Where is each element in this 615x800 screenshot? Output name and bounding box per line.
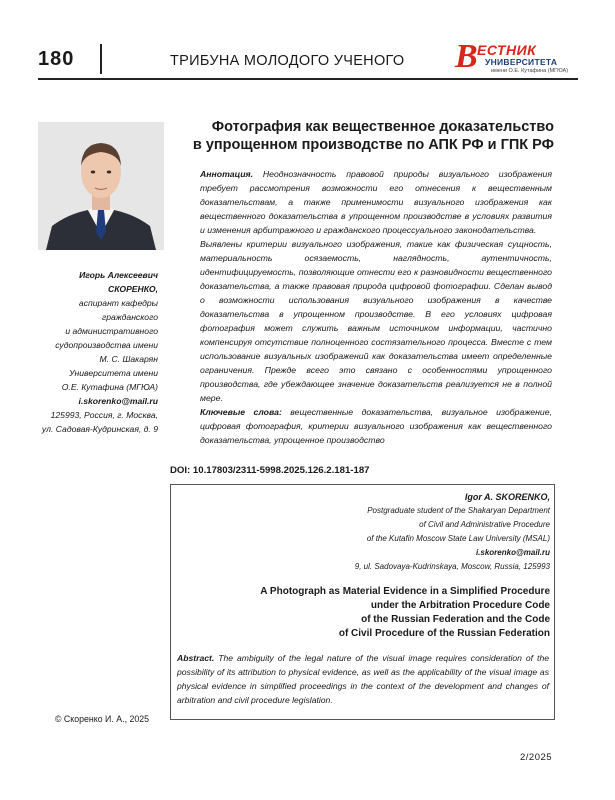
logo-line2: УНИВЕРСИТЕТА: [485, 57, 558, 67]
author-address-line2: ул. Садовая-Кудринская, д. 9: [41, 424, 158, 434]
author-affiliation-line: судопроизводства имени: [55, 340, 158, 350]
abstract-label: Аннотация.: [200, 169, 254, 179]
article-title: [170, 118, 554, 154]
abstract-ru: [200, 167, 552, 447]
author-info-ru: [38, 268, 158, 436]
author-affiliation-line: Университета имени: [69, 368, 158, 378]
keywords: [200, 405, 552, 447]
journal-logo: [455, 40, 595, 78]
abstract-en-label: Abstract.: [177, 653, 215, 663]
abstract-en: [177, 651, 549, 707]
abstract-paragraph-2: Выявлены критерии визуального изображения, такие как физическая сущность, материальность осязаемость, наглядность, аутентичность, идентифицируемость, позволяющие отнести его к разновидности вещественного доказательства, а также правовая природа цифровой фотографии. Сделан вывод о возможности использования визуального изображения в качестве доказательства в упрощенном производстве. В его условиях цифровая фотография может служить важным источником информации, частично компенсируя отсутствие полноценного состязательного процесса. Вместе с тем использование визуальных изображений как доказательства имеет определенные ограничения. Прежде всего это связано с особенностями упрощенного производства, где убеждающее значение доказательств реализуется не в полной мере.: [200, 239, 552, 403]
author-affiliation-line: и административного: [65, 326, 158, 336]
abstract-paragraph-1: [200, 167, 552, 237]
english-title-line2: under the Arbitration Procedure Code: [370, 600, 550, 611]
keywords-text: вещественные доказательства, визуальное изображение, цифровая фотография, критерии визуального изображения как вещественного доказательства, упрощенное производство: [200, 407, 552, 445]
abstract-text-1: Неоднозначность правовой природы визуального изображения требует рассмотрения возможности его отнесения к вещественным доказательствам, а также применимости визуального изображения как вещественного доказательства в упрощенном производстве в условиях развития и изменения арбитражного и гражданского процессуального законодательства.: [200, 169, 552, 235]
author-photo: [38, 122, 164, 250]
author-name-line1: Игорь Алексеевич: [79, 270, 158, 280]
author-affiliation-line: гражданского: [101, 312, 158, 322]
author-email[interactable]: i.skorenko@mail.ru: [78, 396, 158, 406]
abstract-en-text: The ambiguity of the legal nature of the visual image requires consideration of the possibility of its attribution to physical evidence, as well as the applicability of the visual image as physical evidence in simplified proceedings in the context of the development and changes of arbitration and civil procedure legislation.: [177, 653, 549, 705]
doi[interactable]: DOI: 10.17803/2311-5998.2025.126.2.181-187: [170, 465, 370, 476]
author-name-line2: СКОРЕНКО,: [108, 284, 158, 294]
author-affiliation-en-2: of Civil and Administrative Procedure: [419, 520, 550, 529]
logo-line3: имени О.Е. Кутафина (МГЮА): [491, 68, 569, 74]
author-address-en: 9, ul. Sadovaya-Kudrinskaya, Moscow, Russia, 125993: [354, 562, 550, 571]
english-title-line4: of Civil Procedure of the Russian Federation: [338, 628, 550, 639]
author-affiliation-line: аспирант кафедры: [78, 298, 158, 308]
article-title-line2: в упрощенном производстве по АПК РФ и ГПК РФ: [192, 137, 554, 153]
english-title-line1: A Photograph as Material Evidence in a Simplified Procedure: [260, 586, 550, 597]
issue-number: 2/2025: [520, 752, 553, 763]
portrait-illustration: [38, 122, 164, 250]
page-number: 180: [38, 48, 75, 70]
header-separator: [100, 44, 102, 74]
logo-mark: В: [455, 38, 478, 75]
header-rule: [38, 78, 578, 80]
author-affiliation-line: О.Е. Кутафина (МГЮА): [61, 382, 158, 392]
author-affiliation-en-1: Postgraduate student of the Shakaryan Department: [367, 506, 550, 515]
author-affiliation-line: М. С. Шакарян: [99, 354, 158, 364]
journal-section-title: ТРИБУНА МОЛОДОГО УЧЕНОГО: [170, 53, 405, 69]
english-title: [180, 585, 550, 641]
author-address-line1: 125993, Россия, г. Москва,: [50, 410, 158, 420]
english-title-line3: of the Russian Federation and the Code: [361, 614, 550, 625]
copyright: © Скоренко И. А., 2025: [55, 714, 150, 724]
author-email-en[interactable]: i.skorenko@mail.ru: [475, 548, 550, 557]
author-info-en: [180, 490, 550, 574]
author-name-en: Igor A. SKORENKO,: [464, 492, 550, 502]
author-affiliation-en-3: of the Kutafin Moscow State Law University (MSAL): [366, 534, 550, 543]
logo-line1: ЕСТНИК: [477, 42, 537, 58]
keywords-label: Ключевые слова:: [200, 407, 282, 417]
article-title-line1: Фотография как вещественное доказательство: [211, 119, 554, 135]
